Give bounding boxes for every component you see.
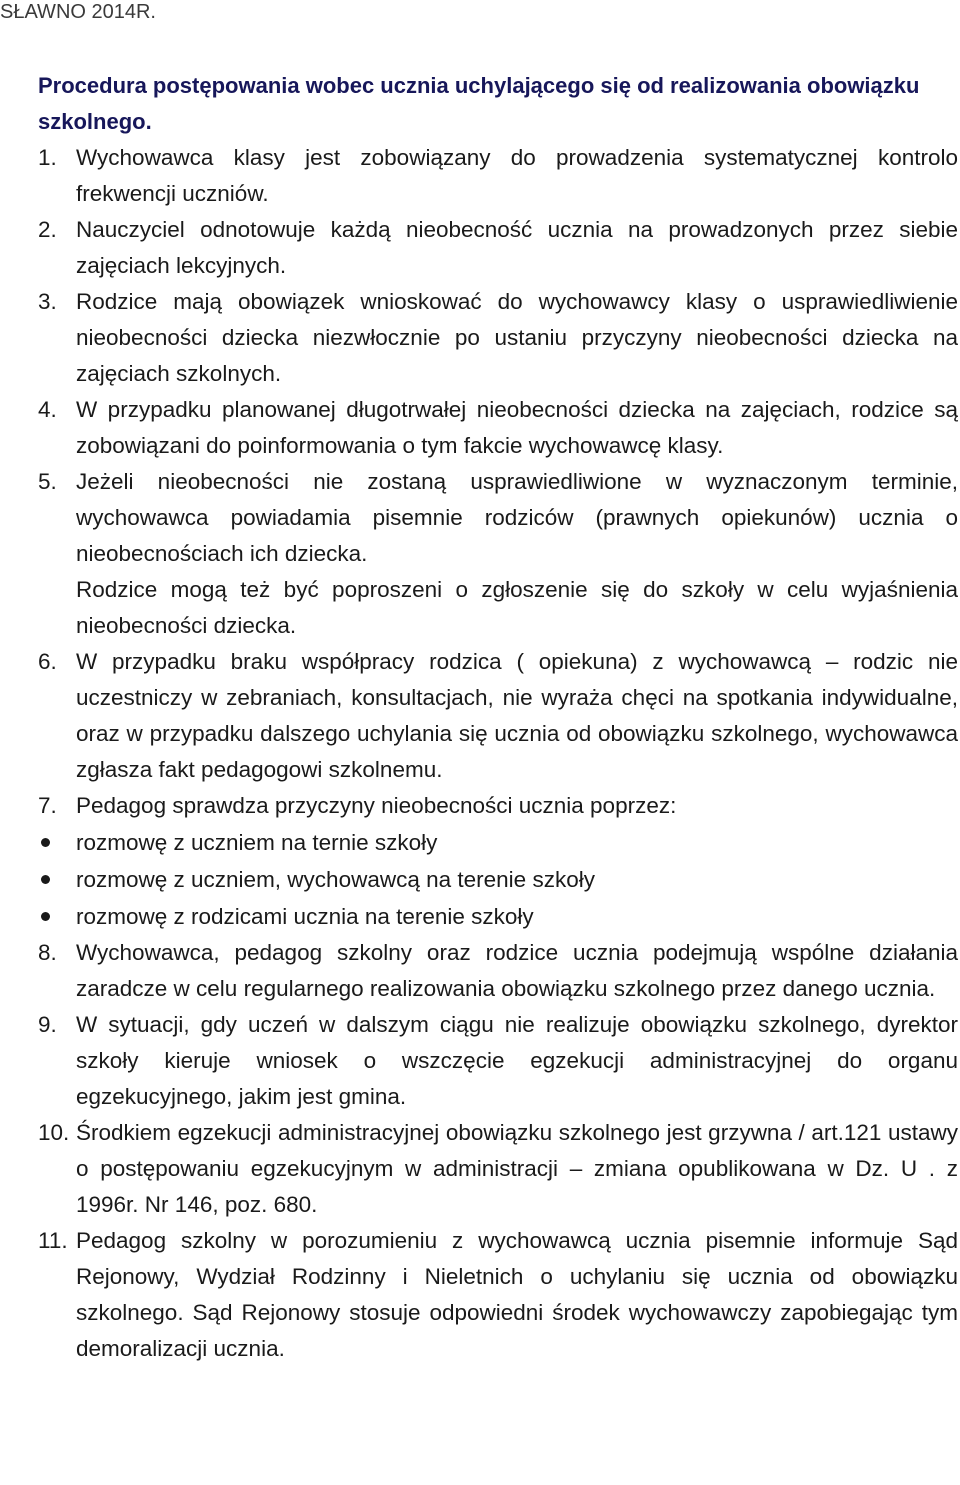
list-item <box>38 644 960 788</box>
item-text-block <box>76 464 958 644</box>
item-text: W sytuacji, gdy uczeń w dalszym ciągu nie realizuje obowiązku szkolnego, dyrektor szkoły kieruje wniosek o wszczęcie egzekucji administracyjnej do organu egzekucyjnego, jakim jest gmina. <box>76 1012 958 1109</box>
list-item <box>38 935 960 1007</box>
list-item <box>38 788 960 824</box>
item-text: Nauczyciel odnotowuje każdą nieobecność ucznia na prowadzonych przez siebie zajęciach lekcyjnych. <box>76 217 958 278</box>
bullet-item <box>38 861 960 898</box>
bullet-text: rozmowę z uczniem, wychowawcą na terenie szkoły <box>76 867 595 892</box>
item-text: Rodzice mają obowiązek wnioskować do wychowawcy klasy o usprawiedliwienie nieobecności dziecka niezwłocznie po ustaniu przyczyny nieobecności dziecka na zajęciach szkolnych. <box>76 289 958 386</box>
item-text: W przypadku planowanej długotrwałej nieobecności dziecka na zajęciach, rodzice są zobowiązani do poinformowania o tym fakcie wychowawcę klasy. <box>76 397 958 458</box>
bullet-dot-icon <box>38 824 76 860</box>
list-item <box>38 392 960 464</box>
item-text-continuation: Rodzice mogą też być poproszeni o zgłoszenie się do szkoły w celu wyjaśnienia nieobecności dziecka. <box>76 577 958 638</box>
bullet-dot-icon <box>38 861 76 897</box>
bullet-item <box>38 824 960 861</box>
list-item <box>38 1007 960 1115</box>
item-number: 9. <box>38 1012 57 1037</box>
list-item <box>38 140 960 212</box>
list-item <box>38 212 960 284</box>
procedure-list <box>38 140 960 1367</box>
item-number: 1. <box>38 145 57 170</box>
bullet-dot-icon <box>38 898 76 934</box>
item-text: Wychowawca, pedagog szkolny oraz rodzice ucznia podejmują wspólne działania zaradcze w celu regularnego realizowania obowiązku szkolnego przez danego ucznia. <box>76 940 958 1001</box>
item-text: W przypadku braku współpracy rodzica ( opiekuna) z wychowawcą – rodzic nie uczestniczy w zebraniach, konsultacjach, nie wyraża chęci na spotkania indywidualne, oraz w przypadku dalszego uchylania się ucznia od obowiązku szkolnego, wychowawca zgłasza fakt pedagogowi szkolnemu. <box>76 649 958 782</box>
bullet-item <box>38 898 960 935</box>
item-number: 2. <box>38 217 57 242</box>
item-number: 3. <box>38 289 57 314</box>
item-number: 10. <box>38 1120 70 1145</box>
document-header: SŁAWNO 2014R. <box>0 1 156 23</box>
item-text: Pedagog szkolny w porozumieniu z wychowawcą ucznia pisemnie informuje Sąd Rejonowy, Wydział Rodzinny i Nieletnich o uchylaniu się ucznia od obowiązku szkolnego. Sąd Rejonowy stosuje odpowiedni środek wychowawczy zapobiegając tym demoralizacji ucznia. <box>76 1228 958 1361</box>
item-number: 6. <box>38 649 57 674</box>
item-text: Pedagog sprawdza przyczyny nieobecności ucznia poprzez: <box>76 793 677 818</box>
item-number: 7. <box>38 793 57 818</box>
item-number: 4. <box>38 397 57 422</box>
list-item <box>38 284 960 392</box>
list-item <box>38 1115 960 1223</box>
bullet-text: rozmowę z uczniem na ternie szkoły <box>76 830 438 855</box>
item-number: 8. <box>38 940 57 965</box>
bullet-text: rozmowę z rodzicami ucznia na terenie szkoły <box>76 904 534 929</box>
document-title: Procedura postępowania wobec ucznia uchylającego się od realizowania obowiązku szkolnego. <box>38 73 920 134</box>
item-number: 11. <box>38 1228 68 1253</box>
item-number: 5. <box>38 469 57 494</box>
item-text: Jeżeli nieobecności nie zostaną usprawiedliwione w wyznaczonym terminie, wychowawca powiadamia pisemnie rodziców (prawnych opiekunów) ucznia o nieobecnościach ich dziecka. <box>76 469 958 566</box>
list-item <box>38 464 960 644</box>
list-item <box>38 1223 960 1367</box>
item-text: Środkiem egzekucji administracyjnej obowiązku szkolnego jest grzywna / art.121 ustawy o postępowaniu egzekucyjnym w administracji – zmiana opublikowana w Dz. U . z 1996r. Nr 146, poz. 680. <box>76 1120 958 1217</box>
item-text: Wychowawca klasy jest zobowiązany do prowadzenia systematycznej kontrolo frekwencji uczniów. <box>76 145 958 206</box>
